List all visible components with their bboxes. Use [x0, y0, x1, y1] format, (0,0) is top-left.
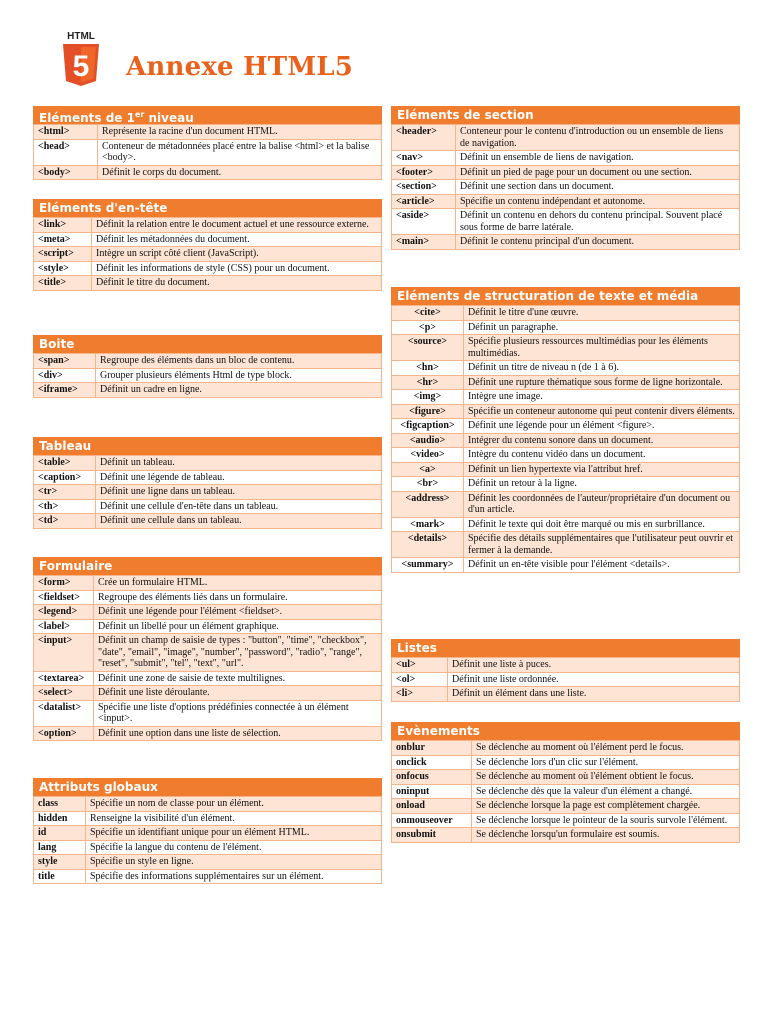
element-name: onfocus [392, 770, 472, 785]
element-name: <video> [392, 448, 464, 463]
table-row [392, 320, 740, 335]
element-description: Définit le corps du document. [98, 165, 382, 180]
element-description: Intégrer du contenu sonore dans un document. [464, 433, 740, 448]
reference-table [33, 353, 382, 398]
element-description: Définit un cadre en ligne. [96, 383, 382, 398]
element-name: onsubmit [392, 828, 472, 843]
element-name: oninput [392, 784, 472, 799]
element-name: <datalist> [34, 700, 94, 726]
element-description: Définit une cellule dans un tableau. [96, 514, 382, 529]
element-name: onblur [392, 741, 472, 756]
element-description: Définit une légende pour l'élément <fieldset>. [94, 605, 382, 620]
table-row [34, 247, 382, 262]
element-name: <form> [34, 576, 94, 591]
element-description: Conteneur pour le contenu d'introduction ou un ensemble de liens de navigation. [456, 125, 740, 151]
element-name: <title> [34, 276, 92, 291]
table-row [34, 276, 382, 291]
element-description: Se déclenche au moment où l'élément obtient le focus. [472, 770, 740, 785]
section-header [391, 722, 740, 740]
table-row [392, 125, 740, 151]
element-name: <tr> [34, 485, 96, 500]
reference-table [33, 124, 382, 180]
element-name: <meta> [34, 232, 92, 247]
element-description: Intègre un script côté client (JavaScript). [92, 247, 382, 262]
table-row [34, 811, 382, 826]
reference-table [33, 455, 382, 529]
element-name: <span> [34, 354, 96, 369]
element-name: <html> [34, 125, 98, 140]
table-row [34, 576, 382, 591]
table-row [34, 456, 382, 471]
table-row [392, 433, 740, 448]
element-description: Définit une légende de tableau. [96, 470, 382, 485]
element-description: Définit les métadonnées du document. [92, 232, 382, 247]
element-name: <option> [34, 726, 94, 741]
table-row [34, 590, 382, 605]
table-row [392, 335, 740, 361]
section-title: Evènements [397, 724, 480, 738]
section-title-sup: er [134, 110, 145, 119]
element-name: <header> [392, 125, 456, 151]
element-description: Crée un formulaire HTML. [94, 576, 382, 591]
section-title: Eléments de section [397, 108, 534, 122]
table-row [392, 741, 740, 756]
table-row [392, 813, 740, 828]
reference-table [391, 657, 740, 702]
section-elements-de-section [391, 106, 740, 250]
element-name: <footer> [392, 165, 456, 180]
element-name: <figcaption> [392, 419, 464, 434]
element-description: Spécifie la langue du contenu de l'élément. [86, 840, 382, 855]
section-title: Eléments d'en-tête [39, 201, 168, 215]
element-description: Définit le titre du document. [92, 276, 382, 291]
table-row [34, 605, 382, 620]
section-header [391, 106, 740, 124]
section-header [391, 639, 740, 657]
element-name: <input> [34, 634, 94, 672]
element-name: <select> [34, 686, 94, 701]
table-row [34, 797, 382, 812]
element-name: <p> [392, 320, 464, 335]
element-description: Définit une liste à puces. [448, 658, 740, 673]
table-row [34, 470, 382, 485]
element-description: Se déclenche lorsqu'un formulaire est soumis. [472, 828, 740, 843]
element-name: <article> [392, 194, 456, 209]
table-row [34, 232, 382, 247]
table-row [392, 235, 740, 250]
element-description: Définit un champ de saisie de types : "button", "time", "checkbox", "date", "email", "image", "number", "password", "radio", "range", "reset", "submit", "tel", "text", "url". [94, 634, 382, 672]
section-title-rest: niveau [144, 111, 194, 125]
section-attributs-globaux [33, 778, 382, 884]
element-name: <label> [34, 619, 94, 634]
element-name: <fieldset> [34, 590, 94, 605]
element-description: Définit un tableau. [96, 456, 382, 471]
table-row [34, 218, 382, 233]
element-name: <td> [34, 514, 96, 529]
reference-table [391, 305, 740, 573]
element-description: Se déclenche lorsque le pointeur de la souris survole l'élément. [472, 813, 740, 828]
table-row [392, 658, 740, 673]
element-name: onmouseover [392, 813, 472, 828]
element-description: Définit une option dans une liste de sélection. [94, 726, 382, 741]
element-description: Définit un en-tête visible pour l'élément <details>. [464, 558, 740, 573]
section-elements-de-structuration-de-texte-et-media [391, 287, 740, 573]
element-name: <cite> [392, 306, 464, 321]
section-elements-de-1-niveau [33, 106, 382, 180]
element-name: <link> [34, 218, 92, 233]
reference-table [33, 796, 382, 884]
table-row [34, 383, 382, 398]
table-row [392, 770, 740, 785]
element-name: <aside> [392, 209, 456, 235]
table-row [34, 826, 382, 841]
reference-table [33, 217, 382, 291]
table-row [392, 390, 740, 405]
table-row [392, 194, 740, 209]
table-row [34, 869, 382, 884]
element-name: lang [34, 840, 86, 855]
element-name: <body> [34, 165, 98, 180]
element-description: Définit les informations de style (CSS) pour un document. [92, 261, 382, 276]
table-row [392, 784, 740, 799]
element-description: Intègre une image. [464, 390, 740, 405]
section-header [33, 437, 382, 455]
element-name: <div> [34, 368, 96, 383]
element-name: <ul> [392, 658, 448, 673]
table-row [34, 165, 382, 180]
table-row [34, 139, 382, 165]
table-row [34, 855, 382, 870]
element-name: style [34, 855, 86, 870]
section-title: Formulaire [39, 559, 113, 573]
element-name: <address> [392, 491, 464, 517]
table-row [392, 361, 740, 376]
table-row [34, 485, 382, 500]
section-title: Boite [39, 337, 75, 351]
table-row [34, 634, 382, 672]
section-header [33, 778, 382, 796]
reference-table [391, 124, 740, 250]
element-description: Définit un paragraphe. [464, 320, 740, 335]
element-description: Regroupe des éléments liés dans un formulaire. [94, 590, 382, 605]
section-header [33, 106, 382, 124]
table-row [392, 209, 740, 235]
logo-digit: 5 [72, 50, 90, 83]
section-title: Attributs globaux [39, 780, 158, 794]
element-description: Spécifie des détails supplémentaires que l'utilisateur peut ouvrir et fermer à la demande. [464, 532, 740, 558]
element-name: <th> [34, 499, 96, 514]
html5-logo [60, 30, 102, 90]
table-row [34, 354, 382, 369]
element-name: <source> [392, 335, 464, 361]
element-description: Définit un ensemble de liens de navigation. [456, 151, 740, 166]
table-row [34, 368, 382, 383]
element-description: Définit une section dans un document. [456, 180, 740, 195]
element-description: Définit une rupture thématique sous forme de ligne horizontale. [464, 375, 740, 390]
section-header [391, 287, 740, 305]
element-name: onclick [392, 755, 472, 770]
table-row [392, 477, 740, 492]
section-header [33, 335, 382, 353]
element-name: <legend> [34, 605, 94, 620]
element-name: <section> [392, 180, 456, 195]
table-row [392, 517, 740, 532]
table-row [392, 491, 740, 517]
element-description: Spécifie un nom de classe pour un élément. [86, 797, 382, 812]
element-name: onload [392, 799, 472, 814]
element-name: <nav> [392, 151, 456, 166]
element-description: Spécifie un style en ligne. [86, 855, 382, 870]
section-title: Eléments de structuration de texte et média [397, 289, 699, 303]
element-description: Spécifie plusieurs ressources multimédias pour les éléments multimédias. [464, 335, 740, 361]
section-boite [33, 335, 382, 398]
element-name: <textarea> [34, 671, 94, 686]
table-row [392, 532, 740, 558]
element-name: <script> [34, 247, 92, 262]
element-name: title [34, 869, 86, 884]
element-name: <summary> [392, 558, 464, 573]
element-description: Spécifie des informations supplémentaires sur un élément. [86, 869, 382, 884]
element-description: Définit une légende pour un élément <figure>. [464, 419, 740, 434]
table-row [34, 700, 382, 726]
element-name: <mark> [392, 517, 464, 532]
element-name: <details> [392, 532, 464, 558]
element-name: class [34, 797, 86, 812]
table-row [34, 619, 382, 634]
table-row [34, 726, 382, 741]
element-description: Définit le titre d'une œuvre. [464, 306, 740, 321]
element-description: Définit une liste déroulante. [94, 686, 382, 701]
element-description: Définit un lien hypertexte via l'attribut href. [464, 462, 740, 477]
table-row [34, 499, 382, 514]
section-title: Listes [397, 641, 437, 655]
table-row [392, 799, 740, 814]
table-row [392, 375, 740, 390]
element-description: Définit le texte qui doit être marqué ou mis en surbrillance. [464, 517, 740, 532]
section-evenements [391, 722, 740, 843]
element-name: <style> [34, 261, 92, 276]
element-name: <li> [392, 687, 448, 702]
element-name: <img> [392, 390, 464, 405]
table-row [392, 448, 740, 463]
logo-text: HTML [67, 31, 95, 42]
section-title: Tableau [39, 439, 92, 453]
element-description: Définit une cellule d'en-tête dans un tableau. [96, 499, 382, 514]
element-name: <a> [392, 462, 464, 477]
table-row [392, 165, 740, 180]
element-description: Définit un pied de page pour un document ou une section. [456, 165, 740, 180]
element-description: Grouper plusieurs éléments Html de type block. [96, 368, 382, 383]
element-name: <iframe> [34, 383, 96, 398]
element-name: <hn> [392, 361, 464, 376]
element-description: Définit un contenu en dehors du contenu principal. Souvent placé sous forme de barre latérale. [456, 209, 740, 235]
element-name: id [34, 826, 86, 841]
element-description: Se déclenche lors d'un clic sur l'élément. [472, 755, 740, 770]
element-name: <head> [34, 139, 98, 165]
section-header [33, 199, 382, 217]
table-row [392, 558, 740, 573]
table-row [34, 125, 382, 140]
element-description: Définit un titre de niveau n (de 1 à 6). [464, 361, 740, 376]
table-row [34, 514, 382, 529]
table-row [34, 261, 382, 276]
table-row [34, 686, 382, 701]
element-name: <main> [392, 235, 456, 250]
element-description: Définit une zone de saisie de texte multilignes. [94, 671, 382, 686]
element-description: Définit une liste ordonnée. [448, 672, 740, 687]
element-description: Représente la racine d'un document HTML. [98, 125, 382, 140]
element-description: Définit une ligne dans un tableau. [96, 485, 382, 500]
reference-table [33, 575, 382, 741]
table-row [392, 828, 740, 843]
table-row [392, 180, 740, 195]
element-name: <hr> [392, 375, 464, 390]
table-row [392, 151, 740, 166]
element-description: Regroupe des éléments dans un bloc de contenu. [96, 354, 382, 369]
element-description: Se déclenche au moment où l'élément perd le focus. [472, 741, 740, 756]
table-row [392, 419, 740, 434]
element-name: <figure> [392, 404, 464, 419]
element-description: Conteneur de métadonnées placé entre la balise <html> et la balise <body>. [98, 139, 382, 165]
element-description: Renseigne la visibilité d'un élément. [86, 811, 382, 826]
element-description: Intègre du contenu vidéo dans un document. [464, 448, 740, 463]
table-row [34, 840, 382, 855]
section-listes [391, 639, 740, 702]
element-name: hidden [34, 811, 86, 826]
section-tableau [33, 437, 382, 529]
element-name: <audio> [392, 433, 464, 448]
element-name: <br> [392, 477, 464, 492]
element-description: Se déclenche lorsque la page est complètement chargée. [472, 799, 740, 814]
element-description: Définit le contenu principal d'un document. [456, 235, 740, 250]
element-description: Se déclenche dès que la valeur d'un élément a changé. [472, 784, 740, 799]
section-header [33, 557, 382, 575]
element-description: Spécifie un identifiant unique pour un élément HTML. [86, 826, 382, 841]
element-description: Définit un libellé pour un élément graphique. [94, 619, 382, 634]
element-description: Définit la relation entre le document actuel et une ressource externe. [92, 218, 382, 233]
table-row [392, 672, 740, 687]
page-title: Annexe HTML5 [126, 52, 354, 82]
table-row [392, 306, 740, 321]
element-description: Définit les coordonnées de l'auteur/propriétaire d'un document ou d'un article. [464, 491, 740, 517]
element-name: <caption> [34, 470, 96, 485]
section-elements-d-en-tete [33, 199, 382, 291]
table-row [392, 755, 740, 770]
table-row [34, 671, 382, 686]
element-description: Spécifie une liste d'options prédéfinies connectée à un élément <input>. [94, 700, 382, 726]
element-name: <table> [34, 456, 96, 471]
element-name: <ol> [392, 672, 448, 687]
element-description: Spécifie un contenu indépendant et autonome. [456, 194, 740, 209]
table-row [392, 462, 740, 477]
element-description: Définit un élément dans une liste. [448, 687, 740, 702]
section-title: Eléments de 1 [39, 111, 135, 125]
element-description: Spécifie un conteneur autonome qui peut contenir divers éléments. [464, 404, 740, 419]
table-row [392, 687, 740, 702]
element-description: Définit un retour à la ligne. [464, 477, 740, 492]
reference-table [391, 740, 740, 843]
table-row [392, 404, 740, 419]
section-formulaire [33, 557, 382, 741]
